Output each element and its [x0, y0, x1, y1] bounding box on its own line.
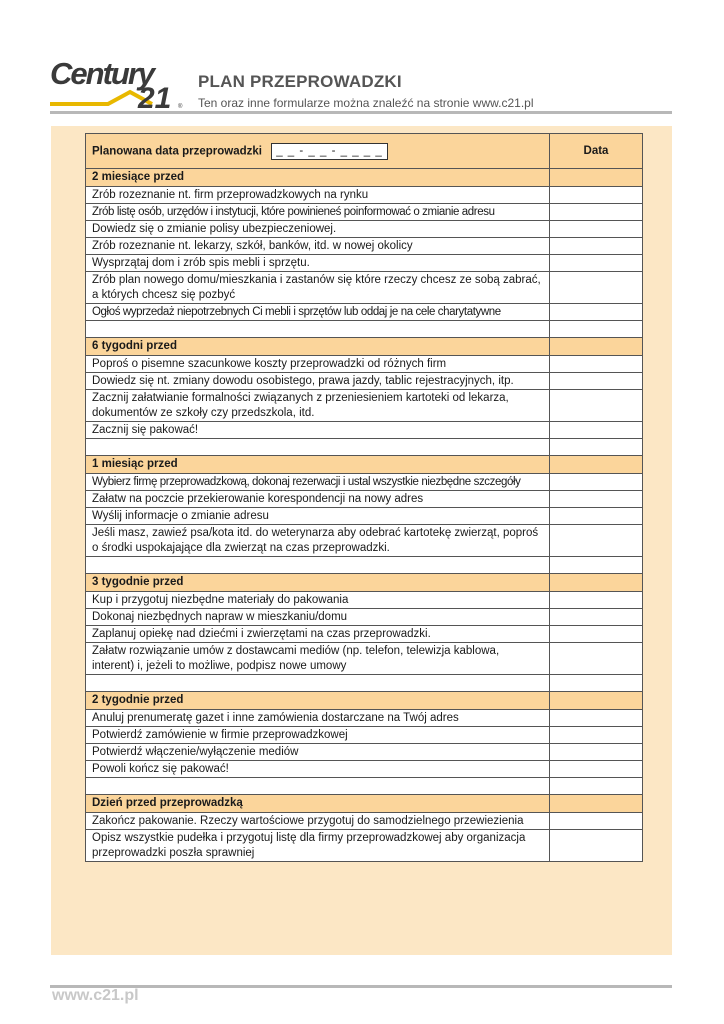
header-divider [50, 111, 672, 114]
task-row [86, 373, 643, 390]
section-header-row [86, 795, 643, 813]
task-text: Zrób plan nowego domu/mieszkania i zastanów się które rzeczy chcesz ze sobą zabrać, a których chcesz się pozbyć [86, 272, 550, 304]
task-date-field[interactable] [550, 727, 643, 744]
section-header-row [86, 338, 643, 356]
task-row [86, 643, 643, 675]
task-text: Zrób listę osób, urzędów i instytucji, które powinieneś poinformować o zmianie adresu [86, 204, 550, 221]
task-row [86, 187, 643, 204]
date-column-header: Data [550, 134, 643, 169]
section-title: 2 miesiące przed [86, 169, 550, 187]
blank-row [86, 675, 643, 692]
task-row [86, 474, 643, 491]
task-text: Zakończ pakowanie. Rzeczy wartościowe przygotuj do samodzielnego przewiezienia [86, 813, 550, 830]
task-row [86, 830, 643, 862]
blank-row [86, 557, 643, 574]
task-date-field[interactable] [550, 592, 643, 609]
planned-date-cell [86, 134, 550, 169]
task-date-field[interactable] [550, 373, 643, 390]
blank-date-cell[interactable] [550, 778, 643, 795]
task-text: Wyślij informacje o zmianie adresu [86, 508, 550, 525]
task-text: Załatw na poczcie przekierowanie korespondencji na nowy adres [86, 491, 550, 508]
section-title: 3 tygodnie przed [86, 574, 550, 592]
section-date-cell [550, 169, 643, 187]
footer-divider [50, 985, 672, 988]
blank-task-cell[interactable] [86, 675, 550, 692]
task-row [86, 525, 643, 557]
task-date-field[interactable] [550, 238, 643, 255]
blank-date-cell[interactable] [550, 675, 643, 692]
task-date-field[interactable] [550, 609, 643, 626]
task-text: Dowiedz się o zmianie polisy ubezpieczeniowej. [86, 221, 550, 238]
task-text: Poproś o pisemne szacunkowe koszty przeprowadzki od różnych firm [86, 356, 550, 373]
task-date-field[interactable] [550, 813, 643, 830]
task-date-field[interactable] [550, 491, 643, 508]
task-row [86, 304, 643, 321]
task-date-field[interactable] [550, 204, 643, 221]
task-row [86, 508, 643, 525]
task-date-field[interactable] [550, 304, 643, 321]
task-date-field[interactable] [550, 643, 643, 675]
page-subtitle: Ten oraz inne formularze można znaleźć na stronie www.c21.pl [198, 96, 534, 110]
task-text: Kup i przygotuj niezbędne materiały do pakowania [86, 592, 550, 609]
section-title: 6 tygodni przed [86, 338, 550, 356]
task-date-field[interactable] [550, 508, 643, 525]
task-date-field[interactable] [550, 390, 643, 422]
task-row [86, 813, 643, 830]
task-text: Dokonaj niezbędnych napraw w mieszkaniu/domu [86, 609, 550, 626]
svg-text:®: ® [178, 104, 183, 110]
task-row [86, 710, 643, 727]
task-text: Ogłoś wyprzedaż niepotrzebnych Ci mebli i sprzętów lub oddaj je na cele charytatywne [86, 304, 550, 321]
task-date-field[interactable] [550, 356, 643, 373]
task-date-field[interactable] [550, 830, 643, 862]
task-date-field[interactable] [550, 744, 643, 761]
section-title: 1 miesiąc przed [86, 456, 550, 474]
task-text: Potwierdź włączenie/wyłączenie mediów [86, 744, 550, 761]
blank-row [86, 439, 643, 456]
century21-logo [50, 52, 185, 110]
task-row [86, 238, 643, 255]
section-header-row [86, 574, 643, 592]
task-text: Anuluj prenumeratę gazet i inne zamówienia dostarczane na Twój adres [86, 710, 550, 727]
footer-url: www.c21.pl [52, 987, 139, 1004]
task-text: Zrób rozeznanie nt. firm przeprowadzkowych na rynku [86, 187, 550, 204]
task-date-field[interactable] [550, 221, 643, 238]
section-header-row [86, 692, 643, 710]
task-row [86, 626, 643, 643]
task-date-field[interactable] [550, 626, 643, 643]
task-row [86, 204, 643, 221]
task-date-field[interactable] [550, 710, 643, 727]
task-row [86, 491, 643, 508]
task-text: Zacznij załatwianie formalności związanych z przeniesieniem kartoteki od lekarza, dokumentów ze szkoły czy przedszkola, itd. [86, 390, 550, 422]
page-title: PLAN PRZEPROWADZKI [198, 72, 402, 91]
task-row [86, 609, 643, 626]
blank-date-cell[interactable] [550, 439, 643, 456]
task-text: Załatw rozwiązanie umów z dostawcami mediów (np. telefon, telewizja kablowa, interent) i, jeżeli to możliwe, podpisz nowe umowy [86, 643, 550, 675]
task-row [86, 390, 643, 422]
blank-date-cell[interactable] [550, 557, 643, 574]
task-text: Zacznij się pakować! [86, 422, 550, 439]
section-date-cell [550, 795, 643, 813]
task-row [86, 356, 643, 373]
section-date-cell [550, 456, 643, 474]
task-row [86, 761, 643, 778]
task-text: Jeśli masz, zawieź psa/kota itd. do weterynarza aby odebrać kartotekę zwierząt, poproś o środki uspokajające dla zwierząt na czas przeprowadzki. [86, 525, 550, 557]
task-text: Wybierz firmę przeprowadzkową, dokonaj rezerwacji i ustal wszystkie niezbędne szczegóły [86, 474, 550, 491]
task-row [86, 422, 643, 439]
section-title: 2 tygodnie przed [86, 692, 550, 710]
task-text: Opisz wszystkie pudełka i przygotuj listę dla firmy przeprowadzkowej aby organizacja przeprowadzki poszła sprawniej [86, 830, 550, 862]
planned-date-field[interactable]: _ _ - _ _ - _ _ _ _ [271, 143, 388, 160]
task-row [86, 272, 643, 304]
section-date-cell [550, 338, 643, 356]
blank-row [86, 321, 643, 338]
section-title: Dzień przed przeprowadzką [86, 795, 550, 813]
task-text: Powoli kończ się pakować! [86, 761, 550, 778]
task-text: Zaplanuj opiekę nad dziećmi i zwierzętami na czas przeprowadzki. [86, 626, 550, 643]
blank-task-cell[interactable] [86, 439, 550, 456]
task-date-field[interactable] [550, 255, 643, 272]
task-row [86, 221, 643, 238]
blank-task-cell[interactable] [86, 321, 550, 338]
blank-task-cell[interactable] [86, 557, 550, 574]
task-date-field[interactable] [550, 761, 643, 778]
section-date-cell [550, 692, 643, 710]
task-text: Dowiedz się nt. zmiany dowodu osobistego, prawa jazdy, tablic rejestracyjnych, itp. [86, 373, 550, 390]
svg-text:21: 21 [138, 82, 172, 110]
task-date-field[interactable] [550, 187, 643, 204]
task-date-field[interactable] [550, 272, 643, 304]
section-header-row [86, 456, 643, 474]
task-text: Potwierdź zamówienie w firmie przeprowadzkowej [86, 727, 550, 744]
section-header-row [86, 169, 643, 187]
blank-task-cell[interactable] [86, 778, 550, 795]
section-date-cell [550, 574, 643, 592]
blank-date-cell[interactable] [550, 321, 643, 338]
task-date-field[interactable] [550, 474, 643, 491]
task-text: Wysprzątaj dom i zrób spis mebli i sprzętu. [86, 255, 550, 272]
task-date-field[interactable] [550, 525, 643, 557]
planned-date-label: Planowana data przeprowadzki [92, 145, 262, 158]
task-row [86, 255, 643, 272]
task-date-field[interactable] [550, 422, 643, 439]
task-row [86, 592, 643, 609]
table-header-row [86, 134, 643, 169]
task-row [86, 744, 643, 761]
task-row [86, 727, 643, 744]
blank-row [86, 778, 643, 795]
svg-text:Century: Century [50, 56, 154, 91]
moving-plan-table [85, 133, 643, 862]
task-text: Zrób rozeznanie nt. lekarzy, szkół, banków, itd. w nowej okolicy [86, 238, 550, 255]
